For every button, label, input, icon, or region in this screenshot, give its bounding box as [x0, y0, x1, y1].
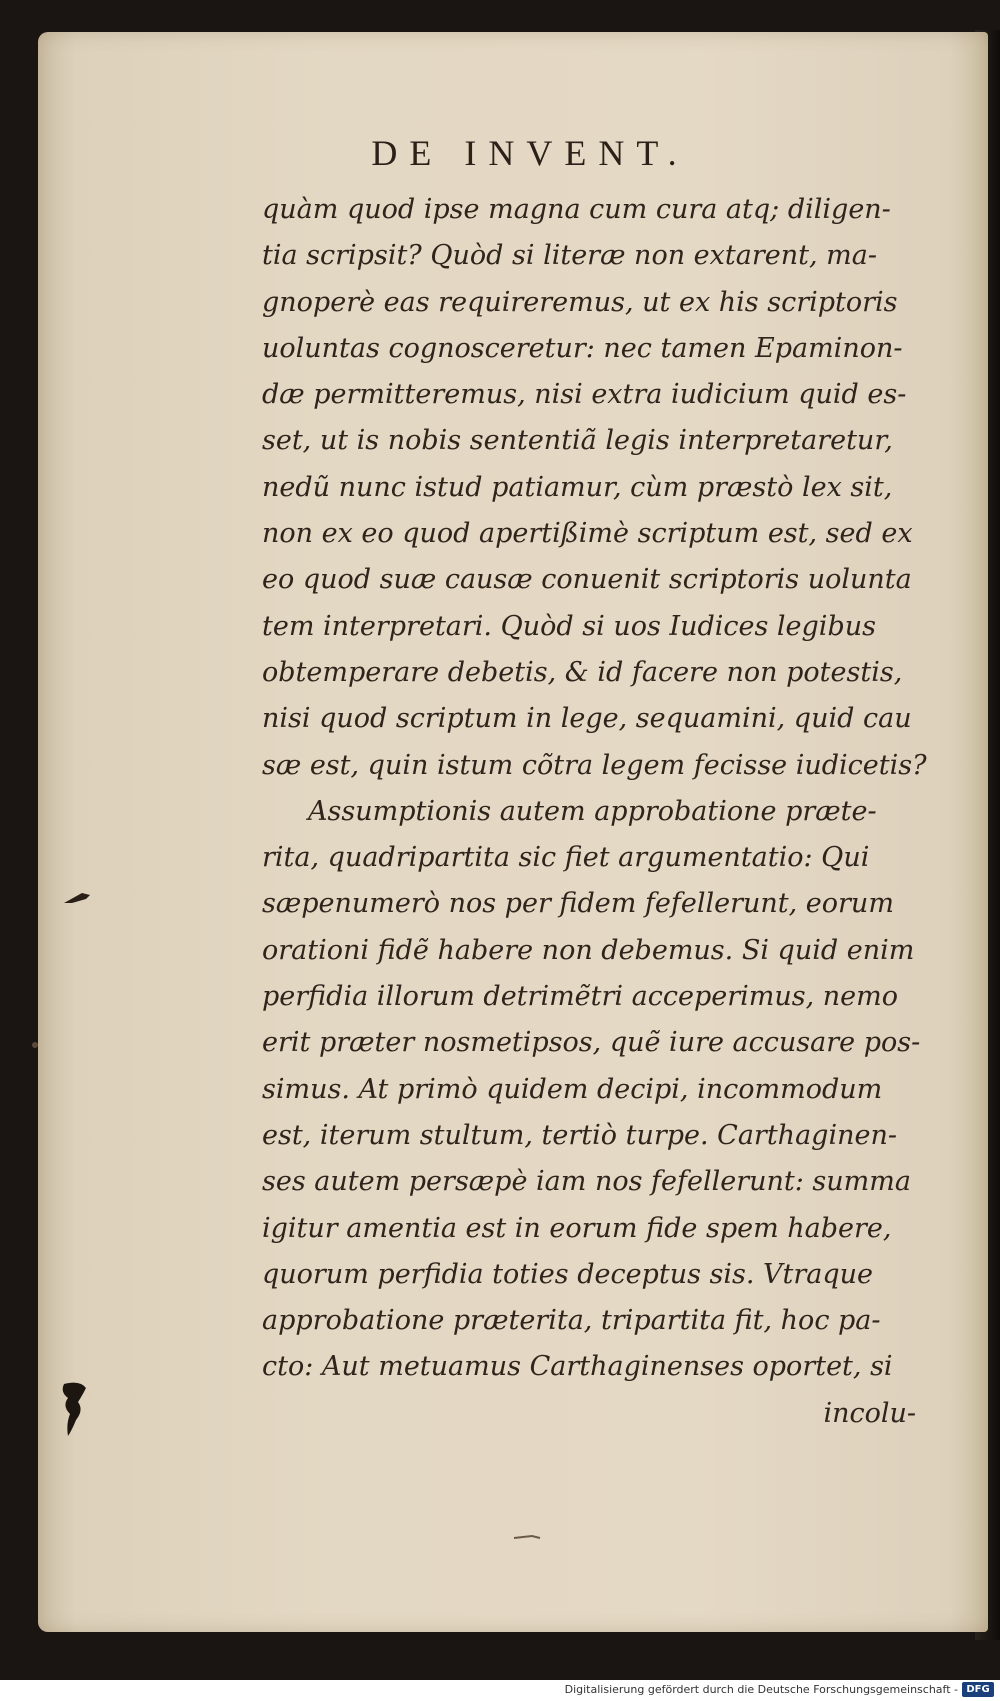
text-line: est, iterum stultum, tertiò turpe. Carthaginen- [262, 1119, 897, 1151]
text-line: cto: Aut metuamus Carthaginenses oportet, si [262, 1351, 893, 1383]
text-line: orationi fidẽ habere non debemus. Si quid enim [262, 934, 915, 966]
text-line: gnoperè eas requireremus, ut ex his scriptoris [262, 286, 898, 318]
text-line: obtemperare debetis, & id facere non potestis, [262, 656, 903, 688]
text-line: quorum perfidia toties deceptus sis. Vtraque [262, 1258, 874, 1290]
text-line: tem interpretari. Quòd si uos Iudices legibus [262, 610, 876, 642]
text-line: uoluntas cognosceretur: nec tamen Epaminon- [262, 332, 903, 364]
body-text [262, 187, 927, 1437]
text-line: erit præter nosmetipsos, quẽ iure accusare pos- [262, 1027, 921, 1059]
text-line: dæ permitteremus, nisi extra iudicium quid es- [262, 379, 907, 411]
running-header: DE INVENT. [371, 133, 689, 173]
text-line: tia scripsit? Quòd si literæ non extarent, ma- [262, 240, 877, 272]
text-line: rita, quadripartita sic fiet argumentatio: Qui [262, 842, 870, 874]
ink-blot [58, 1380, 92, 1438]
paragraph-start-line: Assumptionis autem approbatione præte- [308, 795, 877, 827]
text-line: nisi quod scriptum in lege, sequamini, quid cau [262, 703, 912, 735]
text-line: eo quod suæ causæ conuenit scriptoris uolunta [262, 564, 912, 596]
text-line: set, ut is nobis sententiã legis interpretaretur, [262, 425, 893, 457]
footer-bar [0, 1680, 1000, 1701]
text-line: non ex eo quod apertißimè scriptum est, sed ex [262, 518, 913, 550]
ink-trace [510, 1530, 570, 1544]
dfg-logo: DFG [962, 1682, 994, 1697]
text-line: approbatione præterita, tripartita fit, hoc pa- [262, 1305, 881, 1337]
text-line: simus. At primò quidem decipi, incommodum [262, 1073, 883, 1105]
funding-notice: Digitalisierung gefördert durch die Deutsche Forschungsgemeinschaft - [564, 1683, 958, 1696]
ink-mark [60, 885, 100, 909]
text-line: sæpenumerò nos per fidem fefellerunt, eorum [262, 888, 894, 920]
text-line: sæ est, quin istum cõtra legem fecisse iudicetis? [262, 749, 927, 781]
ink-speck [28, 1038, 42, 1052]
catchword: incolu- [823, 1397, 916, 1429]
text-line: igitur amentia est in eorum fide spem habere, [262, 1212, 892, 1244]
text-line: ses autem persæpè iam nos fefellerunt: summa [262, 1166, 911, 1198]
text-line: perfidia illorum detrimẽtri acceperimus, nemo [262, 981, 898, 1013]
text-line: quàm quod ipse magna cum cura atq; diligen- [262, 194, 891, 225]
text-line: nedũ nunc istud patiamur, cùm præstò lex sit, [262, 471, 893, 503]
